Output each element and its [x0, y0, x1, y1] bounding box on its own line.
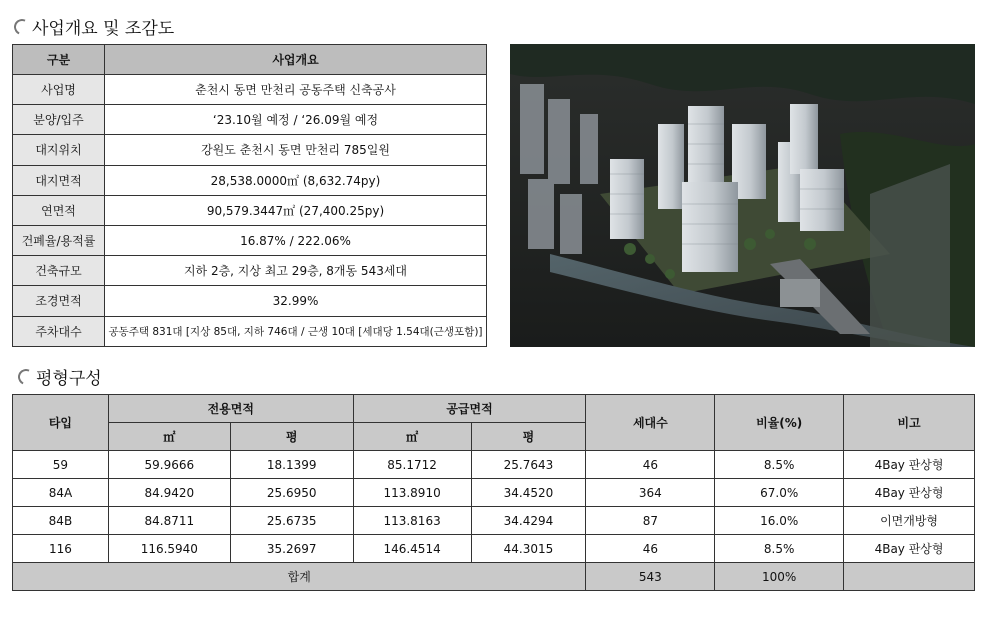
overview-row-label: 분양/입주: [13, 105, 105, 135]
cell-exclusive-sqm: 116.5940: [108, 535, 230, 563]
cell-type: 116: [13, 535, 109, 563]
cell-households: 364: [586, 479, 715, 507]
overview-row: [13, 75, 487, 105]
overview-row: [13, 316, 487, 346]
overview-row-value: 16.87% / 222.06%: [105, 225, 487, 255]
table-row: [13, 507, 975, 535]
cell-note: 4Bay 판상형: [844, 479, 975, 507]
overview-row-value: 지하 2층, 지상 최고 29층, 8개동 543세대: [105, 256, 487, 286]
section-title-text: 평형구성: [36, 369, 102, 389]
subheader-exclusive-sqm: ㎡: [108, 423, 230, 451]
title-arc-icon: [16, 366, 37, 387]
header-type: 타입: [13, 395, 109, 451]
cell-exclusive-sqm: 59.9666: [108, 451, 230, 479]
overview-row-label: 건축규모: [13, 256, 105, 286]
subheader-supply-pyeong: 평: [471, 423, 586, 451]
overview-row: [13, 135, 487, 165]
cell-supply-pyeong: 25.7643: [471, 451, 586, 479]
header-exclusive-area: 전용면적: [108, 395, 353, 423]
title-arc-icon: [12, 16, 33, 37]
overview-row-label: 건폐율/용적률: [13, 225, 105, 255]
cell-ratio: 16.0%: [715, 507, 844, 535]
overview-row: [13, 225, 487, 255]
overview-row-label: 대지위치: [13, 135, 105, 165]
subheader-exclusive-pyeong: 평: [230, 423, 353, 451]
overview-row-label: 사업명: [13, 75, 105, 105]
header-ratio: 비율(%): [715, 395, 844, 451]
section-title-unit-plan: [18, 364, 102, 389]
cell-exclusive-sqm: 84.8711: [108, 507, 230, 535]
overview-row: [13, 105, 487, 135]
header-supply-area: 공급면적: [353, 395, 586, 423]
overview-row-value: 춘천시 동면 만천리 공동주택 신축공사: [105, 75, 487, 105]
overview-row: [13, 165, 487, 195]
subheader-supply-sqm: ㎡: [353, 423, 471, 451]
cell-supply-sqm: 85.1712: [353, 451, 471, 479]
cell-households: 46: [586, 535, 715, 563]
section-title-overview: [14, 14, 174, 39]
cell-ratio: 8.5%: [715, 535, 844, 563]
cell-supply-sqm: 113.8910: [353, 479, 471, 507]
table-row: [13, 535, 975, 563]
total-ratio: 100%: [715, 563, 844, 591]
cell-ratio: 8.5%: [715, 451, 844, 479]
cell-type: 84A: [13, 479, 109, 507]
aerial-view-image: [510, 44, 975, 347]
overview-row: [13, 195, 487, 225]
unit-table: [12, 394, 975, 591]
total-label: 합계: [13, 563, 586, 591]
cell-households: 46: [586, 451, 715, 479]
table-row: [13, 451, 975, 479]
cell-exclusive-pyeong: 35.2697: [230, 535, 353, 563]
cell-exclusive-sqm: 84.9420: [108, 479, 230, 507]
cell-supply-pyeong: 34.4294: [471, 507, 586, 535]
overview-header-summary: 사업개요: [105, 45, 487, 75]
overview-header-category: 구분: [13, 45, 105, 75]
table-row: [13, 479, 975, 507]
cell-supply-sqm: 113.8163: [353, 507, 471, 535]
total-note: [844, 563, 975, 591]
cell-supply-pyeong: 44.3015: [471, 535, 586, 563]
overview-header-row: [13, 45, 487, 75]
cell-note: 이면개방형: [844, 507, 975, 535]
overview-row-label: 조경면적: [13, 286, 105, 316]
overview-row-value: ‘23.10월 예정 / ‘26.09월 예정: [105, 105, 487, 135]
cell-exclusive-pyeong: 25.6950: [230, 479, 353, 507]
overview-row-label: 대지면적: [13, 165, 105, 195]
cell-households: 87: [586, 507, 715, 535]
cell-supply-sqm: 146.4514: [353, 535, 471, 563]
cell-type: 59: [13, 451, 109, 479]
total-households: 543: [586, 563, 715, 591]
header-households: 세대수: [586, 395, 715, 451]
overview-row-value: 32.99%: [105, 286, 487, 316]
overview-row-value: 28,538.0000㎡ (8,632.74py): [105, 165, 487, 195]
section-title-text: 사업개요 및 조감도: [32, 19, 175, 39]
header-note: 비고: [844, 395, 975, 451]
overview-table: [12, 44, 487, 347]
cell-supply-pyeong: 34.4520: [471, 479, 586, 507]
overview-row-value: 강원도 춘천시 동면 만천리 785일원: [105, 135, 487, 165]
cell-type: 84B: [13, 507, 109, 535]
overview-row-value: 90,579.3447㎡ (27,400.25py): [105, 195, 487, 225]
cell-note: 4Bay 판상형: [844, 535, 975, 563]
cell-exclusive-pyeong: 18.1399: [230, 451, 353, 479]
overview-row-value: 공동주택 831대 [지상 85대, 지하 746대 / 근생 10대 [세대당 1.54대(근생포함)]: [105, 316, 487, 346]
overview-row: [13, 256, 487, 286]
unit-header-row: [13, 395, 975, 423]
total-row: [13, 563, 975, 591]
overview-row-label: 연면적: [13, 195, 105, 225]
cell-exclusive-pyeong: 25.6735: [230, 507, 353, 535]
cell-note: 4Bay 판상형: [844, 451, 975, 479]
overview-row-label: 주차대수: [13, 316, 105, 346]
cell-ratio: 67.0%: [715, 479, 844, 507]
overview-row: [13, 286, 487, 316]
